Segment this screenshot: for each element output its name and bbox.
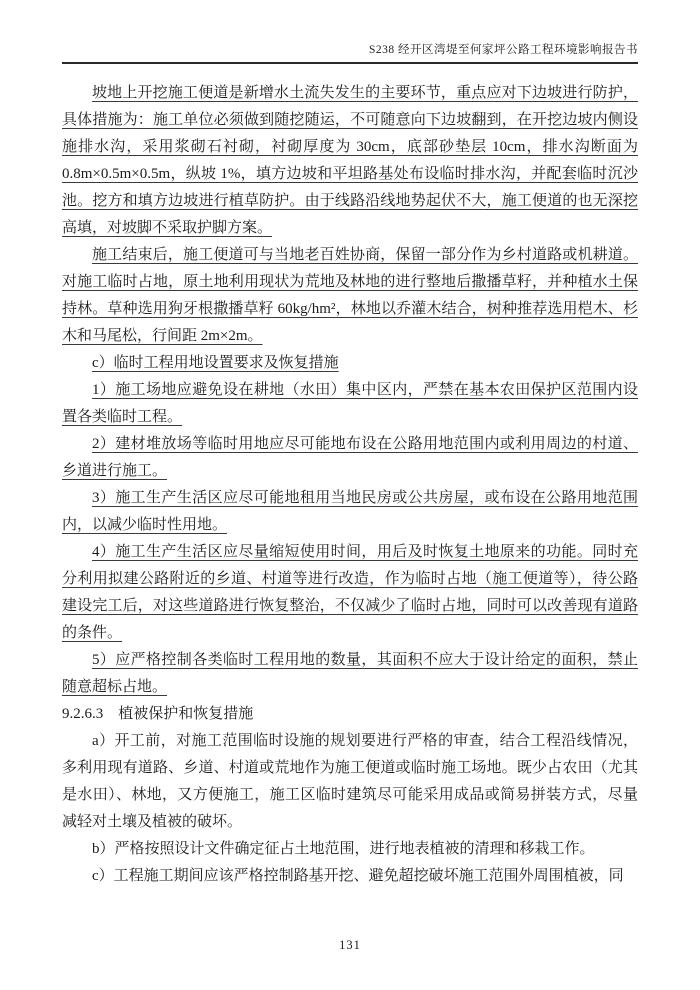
report-header-title: S238 经开区湾堤至何家坪公路工程环境影响报告书 bbox=[368, 44, 638, 56]
list-item-3: 3）施工生产生活区应尽可能地租用当地民房或公共房屋，或布设在公路用地范围内，以减少临时性用地。 bbox=[62, 490, 638, 533]
page-header bbox=[62, 42, 638, 64]
paragraph-after-construction: 施工结束后，施工便道可与当地老百姓协商，保留一部分作为乡村道路或机耕道。对施工临时占地，原土地利用现状为荒地及林地的进行整地后撒播草籽，并种植水土保持林。草种选用狗牙根撒播草籽 60kg/hm²，林地以乔灌木结合，树种推荐选用桤木、杉木和马尾松，行间距 2m×2m。 bbox=[62, 247, 638, 344]
paragraph-item-c: c）工程施工期间应该严格控制路基开挖、避免超挖破坏施工范围外周围植被，同 bbox=[92, 868, 624, 884]
list-item-4: 4）施工生产生活区应尽量缩短使用时间，用后及时恢复土地原来的功能。同时充分利用拟建公路附近的乡道、村道等进行改造，作为临时占地（施工便道等），待公路建设完工后，对这些道路进行恢复整治，不仅减少了临时占地，同时可以改善现有道路的条件。 bbox=[62, 544, 638, 641]
paragraph-slope-excavation: 坡地上开挖施工便道是新增水土流失发生的主要环节，重点应对下边坡进行防护，具体措施为：施工单位必须做到随挖随运，不可随意向下边坡翻到，在开挖边坡内侧设施排水沟，采用浆砌石衬砌，衬砌厚度为 30cm，底部砂垫层 10cm，排水沟断面为0.8m×0.5m×0.5m，纵坡 1%，填方边坡和平坦路基处布设临时排水沟，并配套临时沉沙池。挖方和填方边坡进行植草防护。由于线路沿线地势起伏不大，施工便道的也无深挖高填，对坡脚不采取护脚方案。 bbox=[62, 85, 638, 236]
page-footer bbox=[0, 936, 700, 954]
document-body bbox=[62, 80, 638, 890]
list-item-2: 2）建材堆放场等临时用地应尽可能地布设在公路用地范围内或利用周边的村道、乡道进行施工。 bbox=[62, 436, 638, 479]
section-heading-9-2-6-3: 9.2.6.3 植被保护和恢复措施 bbox=[62, 706, 254, 722]
header-divider bbox=[62, 62, 638, 64]
subheading-temporary-land-use: c）临时工程用地设置要求及恢复措施 bbox=[92, 355, 339, 371]
paragraph-item-a: a）开工前，对施工范围临时设施的规划要进行严格的审查，结合工程沿线情况，多利用现有道路、乡道、村道或荒地作为施工便道或临时施工场地。既少占农田（尤其是水田）、林地，又方便施工，施工区临时建筑尽可能采用成品或简易拼装方式，尽量减轻对土壤及植被的破坏。 bbox=[62, 733, 638, 830]
paragraph-item-b: b）严格按照设计文件确定征占土地范围，进行地表植被的清理和移栽工作。 bbox=[92, 841, 595, 857]
list-item-1: 1）施工场地应避免设在耕地（水田）集中区内，严禁在基本农田保护区范围内设置各类临时工程。 bbox=[62, 382, 638, 425]
page-number: 131 bbox=[339, 938, 361, 952]
list-item-5: 5）应严格控制各类临时工程用地的数量，其面积不应大于设计给定的面积，禁止随意超标占地。 bbox=[62, 652, 638, 695]
